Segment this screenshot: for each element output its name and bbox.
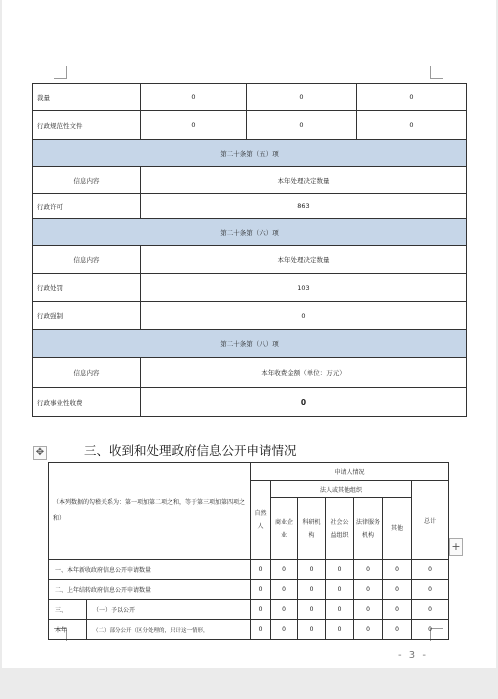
cell-value: 0 bbox=[141, 111, 247, 140]
cell-value: 0 bbox=[354, 620, 383, 640]
natural-person-header: 自然人 bbox=[251, 481, 271, 560]
cell-value: 0 bbox=[298, 560, 326, 580]
page-number: - 3 - bbox=[398, 650, 428, 661]
table-row bbox=[49, 620, 449, 640]
row-label: 二、上年结转政府信息公开申请数量 bbox=[49, 580, 251, 600]
crop-mark bbox=[430, 66, 443, 79]
column-header: 商业企业 bbox=[271, 498, 298, 560]
cell-value: 0 bbox=[326, 560, 354, 580]
total-header: 总计 bbox=[412, 481, 449, 560]
row-group-label: 本年 bbox=[49, 620, 87, 640]
table-row bbox=[33, 388, 467, 417]
table-move-handle-icon[interactable]: ✥ bbox=[33, 446, 47, 460]
column-header: 本年处理决定数量 bbox=[141, 246, 467, 274]
cell-value: 0 bbox=[326, 580, 354, 600]
table-row bbox=[33, 246, 467, 274]
cell-value: 0 bbox=[247, 111, 357, 140]
cell-value: 0 bbox=[357, 84, 467, 111]
cell-value: 0 bbox=[298, 620, 326, 640]
disclosure-table bbox=[32, 83, 467, 417]
cell-value: 0 bbox=[354, 560, 383, 580]
row-label: 行政强制 bbox=[33, 302, 141, 330]
cell-value: 0 bbox=[354, 580, 383, 600]
row-label: （一）予以公开 bbox=[87, 600, 251, 620]
table-row bbox=[33, 302, 467, 330]
crop-mark bbox=[54, 66, 67, 79]
cell-value: 0 bbox=[141, 388, 467, 417]
cell-value: 0 bbox=[412, 620, 449, 640]
cell-value: 0 bbox=[271, 600, 298, 620]
table-row bbox=[33, 84, 467, 111]
cell-value: 0 bbox=[141, 84, 247, 111]
applicant-header: 申请人情况 bbox=[251, 463, 449, 481]
column-header: 信息内容 bbox=[33, 246, 141, 274]
cell-value: 0 bbox=[141, 302, 467, 330]
cell-value: 0 bbox=[271, 560, 298, 580]
table-row bbox=[33, 111, 467, 140]
table-note: （本列数据的勾稽关系为：第一项加第二项之和，等于第三项加第四项之和） bbox=[49, 463, 251, 560]
cell-value: 0 bbox=[383, 600, 412, 620]
cell-value: 0 bbox=[383, 580, 412, 600]
column-header: 信息内容 bbox=[33, 358, 141, 388]
cell-value: 0 bbox=[383, 620, 412, 640]
table-row bbox=[33, 358, 467, 388]
column-header: 其他 bbox=[383, 498, 412, 560]
section-header: 第二十条第（八）项 bbox=[33, 330, 467, 358]
section-header: 第二十条第（六）项 bbox=[33, 219, 467, 246]
cell-value: 0 bbox=[251, 560, 271, 580]
section-header: 第二十条第（五）项 bbox=[33, 140, 467, 167]
cell-value: 0 bbox=[251, 620, 271, 640]
cell-value: 863 bbox=[141, 194, 467, 219]
cell-value: 0 bbox=[383, 560, 412, 580]
application-stats-table bbox=[48, 462, 449, 640]
column-header: 科研机构 bbox=[298, 498, 326, 560]
cell-value: 103 bbox=[141, 274, 467, 302]
table-row bbox=[49, 463, 449, 481]
row-group-label: 三、 bbox=[49, 600, 87, 620]
row-label: （二）部分公开（区分处理的，只计这一情形， bbox=[87, 620, 251, 640]
table-row bbox=[33, 274, 467, 302]
row-label: 行政事业性收费 bbox=[33, 388, 141, 417]
table-row bbox=[49, 600, 449, 620]
column-header: 本年收费金额（单位：万元） bbox=[141, 358, 467, 388]
cell-value: 0 bbox=[412, 600, 449, 620]
column-header: 法律服务机构 bbox=[354, 498, 383, 560]
table-row bbox=[33, 167, 467, 194]
table-row bbox=[33, 194, 467, 219]
cell-value: 0 bbox=[412, 580, 449, 600]
section-header-row bbox=[33, 140, 467, 167]
legal-group-header: 法人或其他组织 bbox=[271, 481, 412, 498]
cell-value: 0 bbox=[326, 620, 354, 640]
column-header: 信息内容 bbox=[33, 167, 141, 194]
cell-value: 0 bbox=[357, 111, 467, 140]
section-title: 三、收到和处理政府信息公开申请情况 bbox=[84, 443, 297, 458]
cell-value: 0 bbox=[251, 600, 271, 620]
section-header-row bbox=[33, 330, 467, 358]
table-row bbox=[49, 580, 449, 600]
row-label: 裁量 bbox=[33, 84, 141, 111]
cell-value: 0 bbox=[271, 620, 298, 640]
cell-value: 0 bbox=[247, 84, 357, 111]
column-header: 社会公益组织 bbox=[326, 498, 354, 560]
cell-value: 0 bbox=[412, 560, 449, 580]
column-header: 本年处理决定数量 bbox=[141, 167, 467, 194]
table-row bbox=[49, 560, 449, 580]
cell-value: 0 bbox=[354, 600, 383, 620]
cell-value: 0 bbox=[298, 580, 326, 600]
section-header-row bbox=[33, 219, 467, 246]
row-label: 行政处罚 bbox=[33, 274, 141, 302]
cell-value: 0 bbox=[271, 580, 298, 600]
row-label: 一、本年新收政府信息公开申请数量 bbox=[49, 560, 251, 580]
add-column-icon[interactable]: + bbox=[449, 538, 463, 556]
row-label: 行政许可 bbox=[33, 194, 141, 219]
cell-value: 0 bbox=[251, 580, 271, 600]
cell-value: 0 bbox=[298, 600, 326, 620]
page-gap bbox=[0, 668, 498, 699]
cell-value: 0 bbox=[326, 600, 354, 620]
row-label: 行政规范性文件 bbox=[33, 111, 141, 140]
